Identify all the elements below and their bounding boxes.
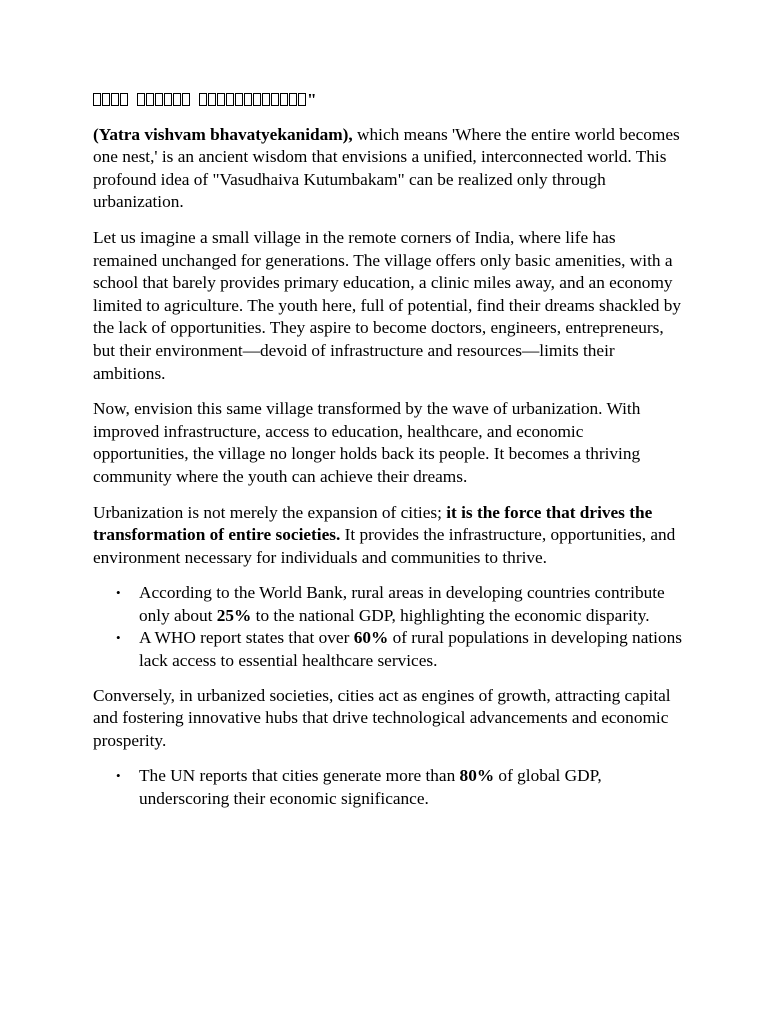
- list-item-post: of rural populations in developing nations lack access to essential healthcare services.: [139, 628, 682, 671]
- missing-glyph-box: [182, 93, 190, 106]
- force-bold: it is the force that drives the transformation of entire societies.: [93, 502, 653, 545]
- bullet-icon: •: [116, 768, 121, 784]
- sanskrit-heading: [93, 89, 683, 112]
- village-paragraph: Let us imagine a small village in the remote corners of India, where life has remained unchanged for generations. The village offers only basic amenities, with a school that barely provides primary education, a clinic miles away, and an economy limited to agriculture. The youth here, full of potential, find their dreams shackled by the lack of opportunities. They aspire to become doctors, engineers, entrepreneurs, but their environment—devoid of infrastructure and resources—limits their ambitions.: [93, 227, 682, 383]
- missing-glyph-box: [208, 93, 216, 106]
- missing-glyph-box: [217, 93, 225, 106]
- list-item-stat: 60%: [353, 628, 389, 648]
- document-body: [93, 89, 683, 823]
- intro-bold-lead: (Yatra vishvam bhavatyekanidam),: [93, 124, 353, 144]
- missing-glyph-box: [146, 93, 154, 106]
- force-paragraph: [93, 502, 683, 570]
- missing-glyph-box: [111, 93, 119, 106]
- missing-glyph-box: [102, 93, 110, 106]
- list-item: [93, 582, 683, 627]
- missing-glyph-box: [280, 93, 288, 106]
- missing-glyph-box: [262, 93, 270, 106]
- bullet-icon: •: [116, 585, 121, 601]
- missing-glyph-box: [199, 93, 207, 106]
- list-item-pre: According to the World Bank, rural areas in developing countries contribute only about: [139, 583, 665, 625]
- missing-glyph-box: [253, 93, 261, 106]
- list-item-post: of global GDP, underscoring their economic significance.: [139, 766, 602, 809]
- bullet-icon: •: [116, 630, 121, 646]
- intro-rest: which means 'Where the entire world becomes one nest,' is an ancient wisdom that envisions a unified, interconnected world. This profound idea of "Vasudhaiva Kutumbakam" can be realized only through urbanization.: [93, 124, 680, 212]
- missing-glyph-box: [173, 93, 181, 106]
- intro-paragraph: [93, 124, 683, 214]
- heading-glyphs: [93, 90, 307, 109]
- missing-glyph-box: [164, 93, 172, 106]
- list-item-pre: The UN reports that cities generate more than: [139, 766, 460, 786]
- conversely-paragraph: Conversely, in urbanized societies, cities act as engines of growth, attracting capital and fostering innovative hubs that drive technological advancements and economic prosperity.: [93, 685, 671, 750]
- missing-glyph-box: [235, 93, 243, 106]
- missing-glyph-box: [244, 93, 252, 106]
- missing-glyph-box: [120, 93, 128, 106]
- force-pre: Urbanization is not merely the expansion of cities;: [93, 502, 447, 522]
- missing-glyph-box: [155, 93, 163, 106]
- list-item: [93, 765, 683, 810]
- heading-trailing-quote: ": [307, 90, 317, 109]
- missing-glyph-box: [137, 93, 145, 106]
- missing-glyph-box: [93, 93, 101, 106]
- list-item-pre: A WHO report states that over: [139, 628, 354, 648]
- urban-stats-list: [93, 765, 683, 810]
- missing-glyph-box: [298, 93, 306, 106]
- list-item-stat: 80%: [459, 766, 495, 786]
- transform-paragraph: Now, envision this same village transformed by the wave of urbanization. With improved infrastructure, access to education, healthcare, and economic opportunities, the village no longer holds back its people. It becomes a thriving community where the youth can achieve their dreams.: [93, 399, 641, 486]
- list-item: [93, 627, 683, 672]
- missing-glyph-box: [289, 93, 297, 106]
- force-post: It provides the infrastructure, opportunities, and environment necessary for individuals and communities to thrive.: [93, 525, 676, 567]
- list-item-post: to the national GDP, highlighting the economic disparity.: [251, 605, 650, 625]
- missing-glyph-box: [226, 93, 234, 106]
- list-item-stat: 25%: [216, 605, 252, 625]
- rural-stats-list: [93, 582, 683, 672]
- missing-glyph-box: [271, 93, 279, 106]
